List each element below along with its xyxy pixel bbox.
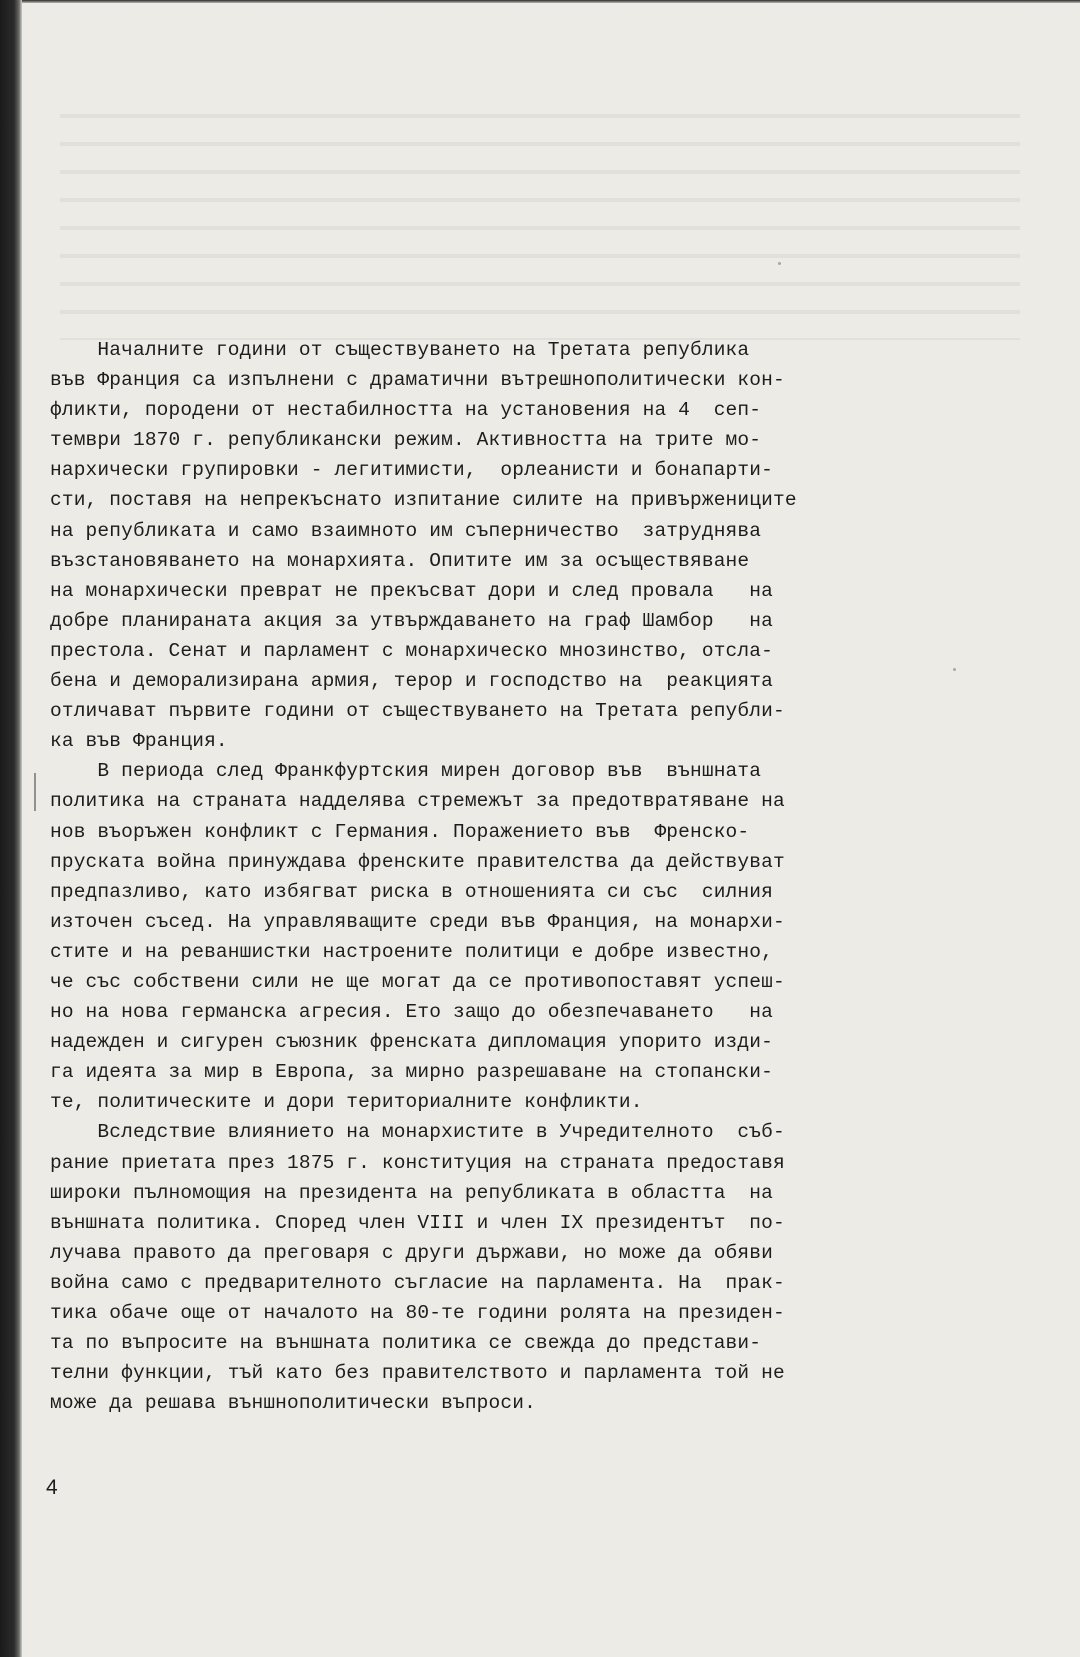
text-line: пруската война принуждава френските правителства да действуват [50,850,785,873]
text-line: политика на страната надделява стремежът за предотвратяване на [50,790,785,813]
text-line: на монархически преврат не прекъсват дори и след провала на [50,579,773,602]
text-line: външната политика. Според член VIII и член IX президентът по- [50,1211,785,1234]
text-line: бена и деморализирана армия, терор и господство на реакцията [50,670,773,693]
text-line: стите и на реваншистки настроените политици е добре известно, [50,940,773,963]
text-line: във Франция са изпълнени с драматични вътрешнополитически кон- [50,369,785,392]
text-line: тика обаче още от началото на 80-те години ролята на президен- [50,1302,785,1324]
text-line: предпазливо, като избягват риска в отношенията си със силния [50,880,773,903]
text-line: сти, поставя на непрекъснато изпитание силите на привържениците [50,489,797,512]
text-line: ка във Франция. [50,730,228,753]
text-line: война само с предварителното съгласие на парламента. На прак- [50,1271,785,1294]
text-line: източен съсед. На управляващите среди във Франция, на монархи- [50,910,785,933]
text-line: възстановяването на монархията. Опитите им за осъществяване [50,549,750,572]
text-line: фликти, породени от нестабилността на установения на 4 сеп- [50,399,762,422]
text-line: га идеята за мир в Европа, за мирно разрешаване на стопански- [50,1061,773,1084]
margin-pencil-mark [34,773,36,811]
text-line: но на нова германска агресия. Ето защо до обезпечаването на [50,1001,773,1024]
text-line: Началните години от съществуването на Третата република [50,339,750,361]
text-line: тември 1870 г. републикански режим. Активността на трите мо- [50,429,762,452]
text-line: надежден и сигурен съюзник френската дипломация упорито изди- [50,1031,773,1054]
show-through-bleed [60,90,1020,340]
text-line: че със собствени сили не ще могат да се противопоставят успеш- [50,970,785,993]
text-line: В периода след Франкфуртския мирен договор във външната [50,760,762,783]
body-text [50,335,940,1418]
text-line: отличават първите години от съществуването на Третата републи- [50,700,785,723]
text-line: Вследствие влиянието на монархистите в Учредителното съб- [50,1121,785,1144]
book-spine-shadow [0,0,22,1657]
text-line: може да решава външнополитически въпроси. [50,1392,536,1415]
text-line: широки пълномощия на президента на републиката в областта на [50,1181,773,1204]
text-line: нархически групировки - легитимисти, орлеанисти и бонaпарти- [50,459,773,482]
page-number: 4 [46,1476,58,1499]
page-top-edge [22,0,1080,3]
text-line: на републиката и само взаимното им съперничество затруднява [50,519,762,542]
paper-speck [778,262,781,265]
paper-speck [953,668,956,671]
text-line: те, политическите и дори териториалните конфликти. [50,1091,643,1114]
text-line: лучава правото да преговаря с други държави, но може да обяви [50,1241,773,1264]
text-line: нов въоръжен конфликт с Германия. Поражението във Френско- [50,820,750,843]
text-line: та по въпросите на външната политика се свежда до представи- [50,1332,762,1355]
text-line: добре планираната акция за утвърждаването на граф Шамбор на [50,609,773,632]
text-line: телни функции, тъй като без правителството и парламента той не [50,1362,785,1385]
text-line: рание приетата през 1875 г. конституция на страната предоставя [50,1151,785,1174]
text-line: престола. Сенат и парламент с монархическо мнозинство, отсла- [50,639,773,662]
